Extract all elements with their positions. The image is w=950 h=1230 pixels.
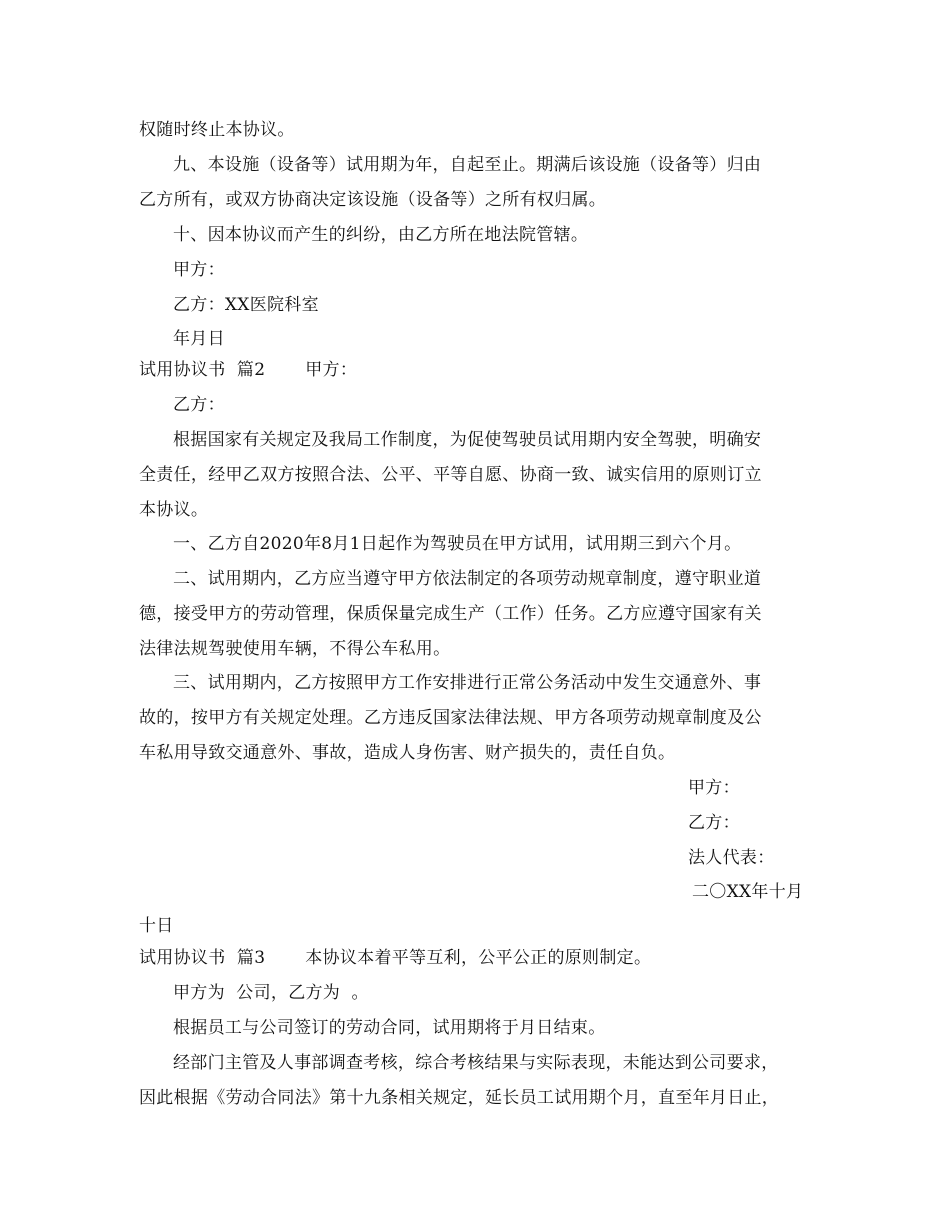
text-line: 全责任，经甲乙双方按照合法、公平、平等自愿、协商一致、诚实信用的原则订立 (139, 465, 762, 485)
text-line: 故的，按甲方有关规定处理。乙方违反国家法律法规、甲方各项劳动规章制度及公 (139, 708, 762, 728)
text-line: 权随时终止本协议。 (139, 120, 295, 140)
date-line: 十日 (139, 916, 174, 936)
text-line: 二、试用期内，乙方应当遵守甲方依法制定的各项劳动规章制度，遵守职业道 (173, 569, 762, 589)
date-line: 二〇XX年十月 (692, 882, 804, 902)
text-line: 乙方： (173, 395, 225, 415)
text-line: 甲方： (173, 260, 225, 280)
text-line: 法律法规驾驶使用车辆，不得公车私用。 (139, 639, 451, 659)
text-line: 因此根据《劳动合同法》第十九条相关规定，延长员工试用期个月，直至年月日止， (139, 1088, 780, 1108)
text-line: 本协议。 (139, 500, 209, 520)
text-line: 根据员工与公司签订的劳动合同，试用期将于月日结束。 (173, 1018, 606, 1038)
text-line: 经部门主管及人事部调查考核，综合考核结果与实际表现，未能达到公司要求， (173, 1053, 779, 1073)
text-line: 十、因本协议而产生的纠纷，由乙方所在地法院管辖。 (173, 225, 589, 245)
text-line: 乙方所有，或双方协商决定该设施（设备等）之所有权归属。 (139, 190, 607, 210)
text-line: 三、试用期内，乙方按照甲方工作安排进行正常公务活动中发生交通意外、事 (173, 673, 762, 693)
text-line: 根据国家有关规定及我局工作制度，为促使驾驶员试用期内安全驾驶，明确安 (173, 430, 762, 450)
section-heading: 试用协议书 篇3 本协议本着平等互利，公平公正的原则制定。 (139, 948, 652, 968)
text-line: 车私用导致交通意外、事故，造成人身伤害、财产损失的，责任自负。 (139, 743, 676, 763)
text-line: 乙方：XX医院科室 (173, 295, 319, 315)
signature-line: 乙方： (688, 813, 740, 833)
signature-line: 甲方： (688, 778, 740, 798)
section-heading: 试用协议书 篇2 甲方： (139, 360, 358, 380)
signature-line: 法人代表： (688, 848, 775, 868)
text-line: 年月日 (173, 329, 225, 349)
text-line: 甲方为 公司，乙方为 。 (173, 983, 369, 1003)
text-line: 一、乙方自2020年8月1日起作为驾驶员在甲方试用，试用期三到六个月。 (173, 534, 742, 554)
text-line: 德，接受甲方的劳动管理，保质保量完成生产（工作）任务。乙方应遵守国家有关 (139, 604, 762, 624)
text-line: 九、本设施（设备等）试用期为年，自起至止。期满后该设施（设备等）归由 (173, 155, 762, 175)
